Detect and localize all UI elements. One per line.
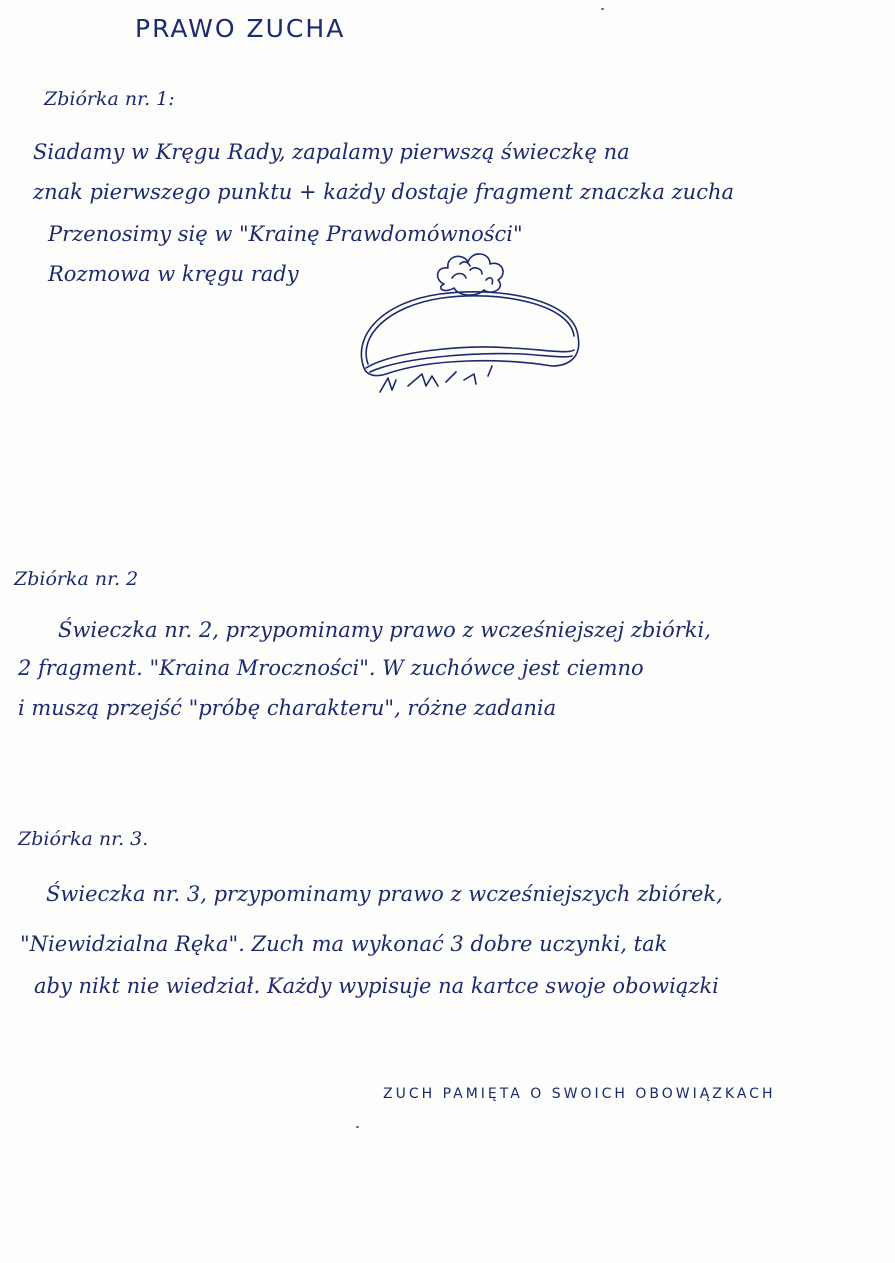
section-1-heading: Zbiórka nr. 1: (44, 88, 175, 110)
section-2-line-2: 2 fragment. "Kraina Mroczności". W zuchówce jest ciemno (18, 656, 644, 680)
section-1-line-3: Przenosimy się w "Krainę Prawdomówności" (48, 222, 523, 246)
section-3-line-2: "Niewidzialna Ręka". Zuch ma wykonać 3 dobre uczynki, tak (20, 932, 668, 956)
footer-note: ZUCH PAMIĘTA O SWOICH OBOWIĄZKACH (383, 1086, 776, 1102)
paper-speck (356, 1126, 359, 1128)
section-2-line-3: i muszą przejść "próbę charakteru", różne zadania (18, 696, 557, 720)
section-3-line-1: Świeczka nr. 3, przypominamy prawo z wcześniejszych zbiórek, (46, 882, 723, 906)
section-3-line-3: aby nikt nie wiedział. Każdy wypisuje na kartce swoje obowiązki (34, 974, 719, 998)
page-title: PRAWO ZUCHA (135, 14, 346, 43)
section-2-heading: Zbiórka nr. 2 (14, 568, 139, 590)
zuch-cap-drawing (352, 240, 592, 410)
section-3-heading: Zbiórka nr. 3. (18, 828, 149, 850)
paper-speck (601, 8, 604, 10)
section-1-line-2: znak pierwszego punktu + każdy dostaje fragment znaczka zucha (33, 180, 734, 204)
section-1-line-4: Rozmowa w kręgu rady (48, 262, 299, 286)
section-1-line-1: Siadamy w Kręgu Rady, zapalamy pierwszą świeczkę na (33, 140, 630, 164)
section-2-line-1: Świeczka nr. 2, przypominamy prawo z wcześniejszej zbiórki, (58, 618, 711, 642)
